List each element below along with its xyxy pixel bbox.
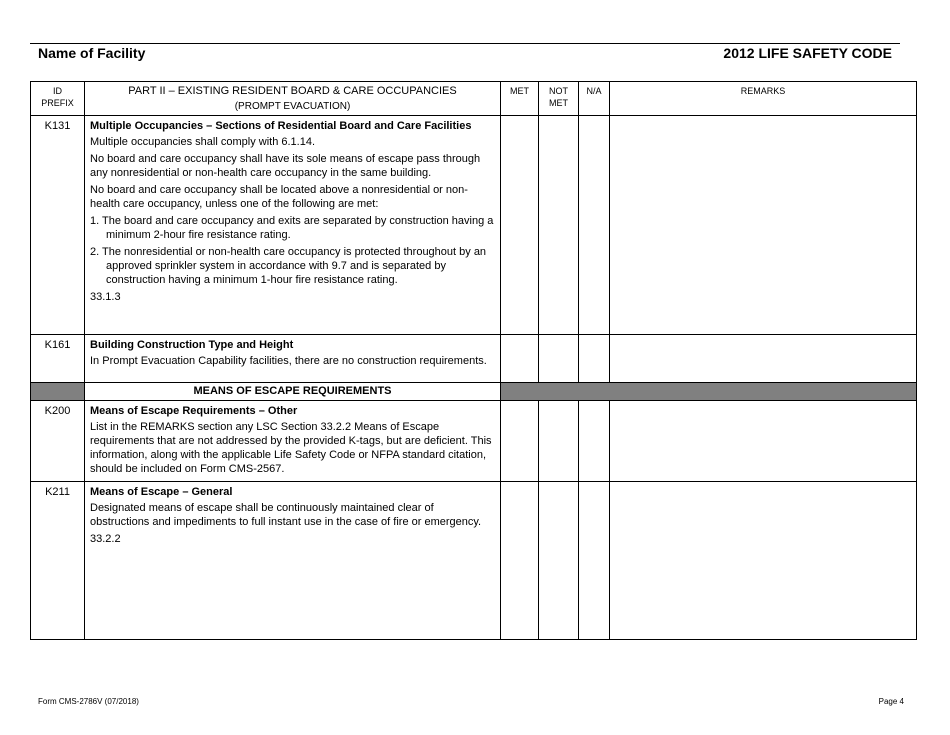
na-cell[interactable] — [579, 335, 610, 383]
row-paragraph: No board and care occupancy shall be located above a nonresidential or non-health care occupancy, unless one of the following are met: — [90, 184, 468, 210]
row-id: K161 — [31, 335, 85, 383]
remarks-cell[interactable] — [610, 335, 917, 383]
part-title-header — [85, 82, 501, 116]
row-paragraph: No board and care occupancy shall have its sole means of escape pass through any nonresidential or non-health care occupancy in the same building. — [90, 153, 481, 179]
row-title: Building Construction Type and Height — [90, 339, 294, 351]
row-paragraph: Multiple occupancies shall comply with 6.1.14. — [90, 136, 316, 148]
row-paragraph: List in the REMARKS section any LSC Section 33.2.2 Means of Escape requirements that are not addressed by the provided K-tags, but are deficient. This information, along with the applicable Life Safety Code or NFPA standard citation, should be included on Form CMS-2567. — [90, 421, 492, 475]
code-title: 2012 LIFE SAFETY CODE — [723, 45, 892, 61]
section-shade — [501, 383, 917, 401]
remarks-cell[interactable] — [610, 116, 917, 335]
header-rule — [30, 43, 900, 44]
na-cell[interactable] — [579, 401, 610, 482]
row-paragraph: Designated means of escape shall be continuously maintained clear of obstructions and impediments to full instant use in the case of fire or emergency. — [90, 502, 482, 528]
met-cell[interactable] — [501, 482, 539, 640]
met-header: MET — [501, 82, 539, 116]
table-row — [31, 401, 917, 482]
row-list-item: 1. The board and care occupancy and exits are separated by construction having a minimum 2-hour fire resistance rating. — [90, 215, 494, 241]
remarks-header: REMARKS — [610, 82, 917, 116]
row-title: Means of Escape Requirements – Other — [90, 405, 298, 417]
remarks-cell[interactable] — [610, 482, 917, 640]
met-cell[interactable] — [501, 116, 539, 335]
section-heading-row — [31, 383, 917, 401]
table-row — [31, 116, 917, 335]
table-row — [31, 335, 917, 383]
form-id: Form CMS-2786V (07/2018) — [38, 697, 139, 706]
page-number: Page 4 — [878, 697, 904, 706]
survey-form-table — [30, 81, 917, 640]
not-met-cell[interactable] — [539, 401, 579, 482]
facility-name-label: Name of Facility — [38, 45, 146, 61]
section-heading: MEANS OF ESCAPE REQUIREMENTS — [85, 383, 501, 401]
part-title: PART II – EXISTING RESIDENT BOARD & CARE OCCUPANCIES — [128, 85, 457, 97]
not-met-cell[interactable] — [539, 335, 579, 383]
row-paragraph: In Prompt Evacuation Capability facilities, there are no construction requirements. — [90, 355, 487, 367]
row-content — [85, 401, 501, 482]
na-cell[interactable] — [579, 116, 610, 335]
table-row — [31, 482, 917, 640]
row-id: K200 — [31, 401, 85, 482]
row-content — [85, 335, 501, 383]
row-title: Means of Escape – General — [90, 486, 233, 498]
na-cell[interactable] — [579, 482, 610, 640]
row-list-item: 2. The nonresidential or non-health care occupancy is protected throughout by an approved sprinkler system in accordance with 9.7 and is separated by construction having a minimum 1-hour fire resistance rating. — [90, 246, 487, 286]
row-reference: 33.1.3 — [90, 291, 121, 303]
row-id: K211 — [31, 482, 85, 640]
not-met-cell[interactable] — [539, 116, 579, 335]
row-title: Multiple Occupancies – Sections of Residential Board and Care Facilities — [90, 120, 472, 132]
not-met-header: NOT MET — [539, 82, 579, 116]
not-met-cell[interactable] — [539, 482, 579, 640]
remarks-cell[interactable] — [610, 401, 917, 482]
row-content — [85, 116, 501, 335]
id-prefix-header: ID PREFIX — [31, 82, 85, 116]
row-reference: 33.2.2 — [90, 533, 121, 545]
row-content — [85, 482, 501, 640]
table-header-row — [31, 82, 917, 116]
na-header: N/A — [579, 82, 610, 116]
section-shade — [31, 383, 85, 401]
row-id: K131 — [31, 116, 85, 335]
met-cell[interactable] — [501, 335, 539, 383]
met-cell[interactable] — [501, 401, 539, 482]
part-subtitle: (PROMPT EVACUATION) — [234, 101, 351, 112]
